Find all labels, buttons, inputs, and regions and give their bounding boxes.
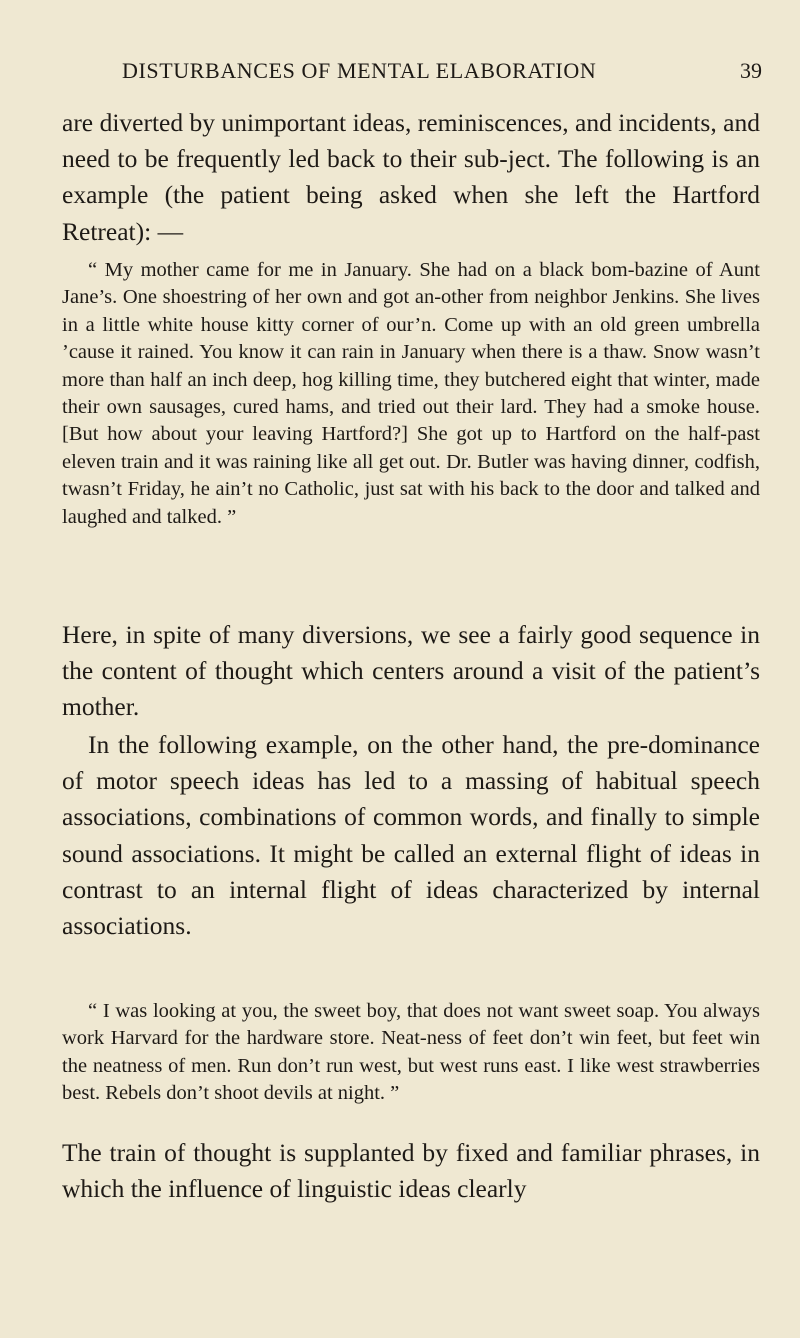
paragraph-good-sequence: Here, in spite of many diversions, we see a fairly good sequence in the content of thought which centers around a visit of the patient’s mother. xyxy=(62,620,760,722)
quote-patient-mother: “ My mother came for me in January. She had on a black bom-bazine of Aunt Jane’s. One shoestring of her own and got an-other from neighbor Jenkins. She lives in a little white house kitty corner of our’n. Come up with an old green umbrella ’cause it rained. You know it can rain in January when there is a thaw. Snow wasn’t more than half an inch deep, hog killing time, they butchered eight that winter, made their own sausages, cured hams, and tried out their lard. They had a smoke house. [But how about your leaving Hartford?] She got up to Hartford on the half-past eleven train and it was raining like all get out. Dr. Butler was having dinner, codfish, twasn’t Friday, he ain’t no Catholic, just sat with his back to the door and talked and laughed and talked. ” xyxy=(62,259,760,528)
quote-sweet-boy: “ I was looking at you, the sweet boy, that does not want sweet soap. You always work Harvard for the hardware store. Neat-ness of feet don’t win feet, but feet win the neatness of men. Run don’t run west, but west runs east. I like west strawberries best. Rebels don’t shoot devils at night. ” xyxy=(62,1000,760,1105)
running-head: DISTURBANCES OF MENTAL ELABORATION xyxy=(122,58,597,83)
paragraph-motor-speech: In the following example, on the other hand, the pre-dominance of motor speech ideas has led to a massing of habitual speech associations, combinations of common words, and finally to simple sound associations. It might be called an external flight of ideas in contrast to an internal flight of ideas characterized by internal associations. xyxy=(62,730,760,941)
paragraph-diverted-ideas: are diverted by unimportant ideas, reminiscences, and incidents, and need to be frequently led back to their sub-ject. The following is an example (the patient being asked when she left the Hartford Retreat): — xyxy=(62,108,760,246)
page-header xyxy=(122,58,762,92)
paragraph-train-of-thought: The train of thought is supplanted by fixed and familiar phrases, in which the influence of linguistic ideas clearly xyxy=(62,1138,760,1204)
page-number: 39 xyxy=(740,58,762,83)
